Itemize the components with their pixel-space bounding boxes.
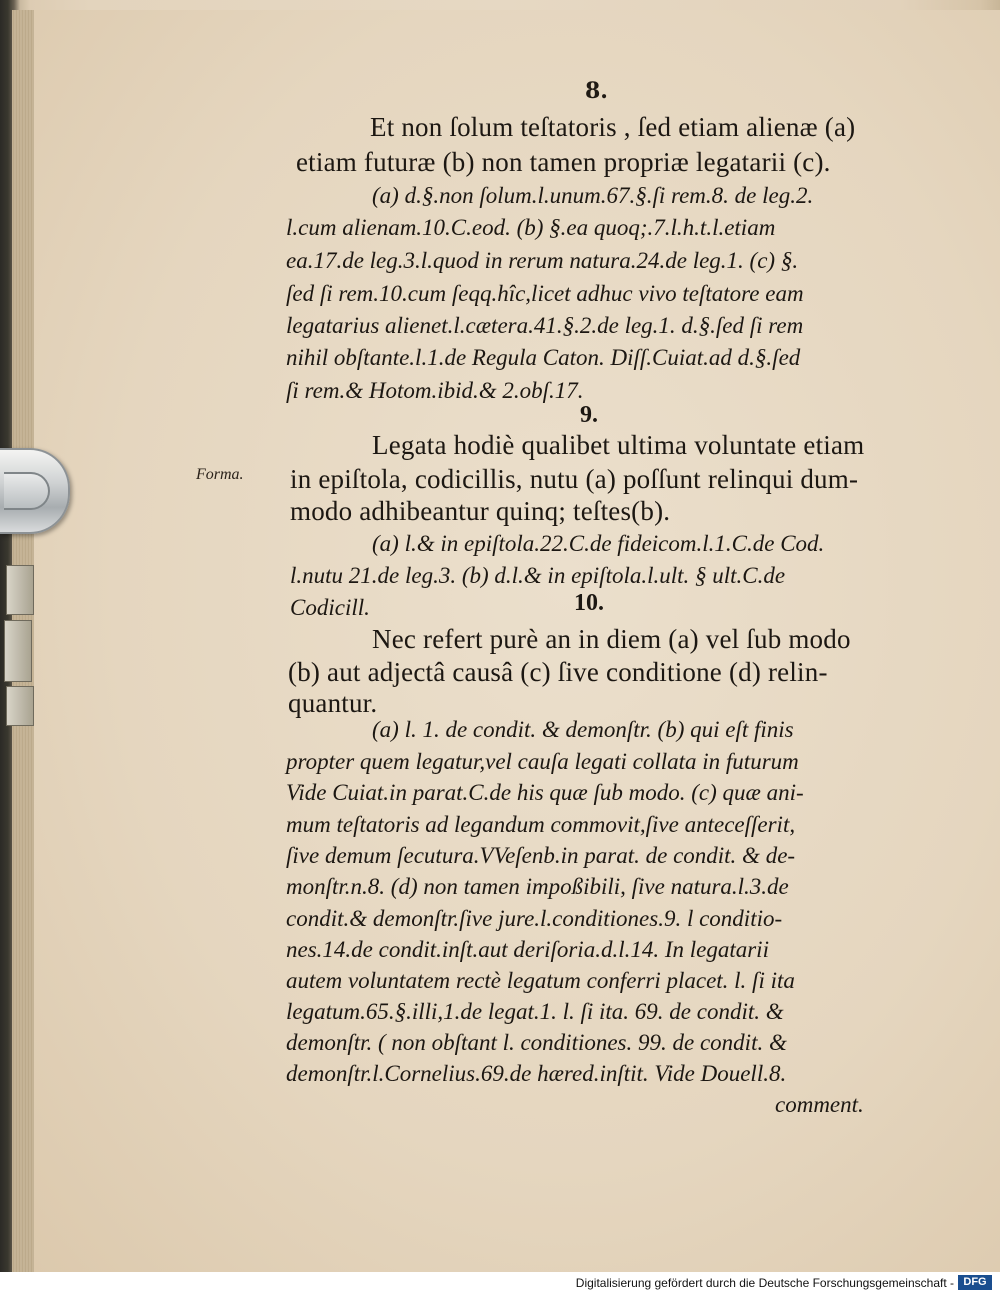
footnote-line: legatum.65.§.illi,1.de legat.1. l. ſi ita. 69. de condit. &: [286, 999, 784, 1024]
body-text-line: etiam futuræ (b) non tamen propriæ legatarii (c).: [296, 147, 831, 177]
body-text-line: Nec refert purè an in diem (a) vel ſub modo: [372, 624, 851, 654]
footnote-line: l.nutu 21.de leg.3. (b) d.l.& in epiſtola.l.ult. § ult.C.de: [290, 563, 786, 588]
body-text-line: (b) aut adjectâ causâ (c) ſive conditione (d) relin-: [288, 657, 828, 687]
page-tab: [4, 620, 32, 682]
footnote-line: comment.: [775, 1092, 864, 1117]
footnote-line: legatarius alienet.l.cætera.41.§.2.de leg.1. d.§.ſed ſi rem: [286, 313, 804, 338]
footnote-line: nes.14.de condit.inſt.aut deriſoria.d.l.14. In legatarii: [286, 937, 769, 962]
footnote-line: ſive demum ſecutura.VVeſenb.in parat. de condit. & de-: [286, 843, 796, 868]
footnote-line: Codicill.: [290, 595, 370, 620]
footnote-line: l.cum alienam.10.C.eod. (b) §.ea quoq;.7.l.h.t.l.etiam: [286, 215, 776, 240]
footer-credit: Digitalisierung gefördert durch die Deutsche Forschungsgemeinschaft -: [575, 1276, 954, 1290]
body-text-line: in epiſtola, codicillis, nutu (a) poſſunt relinqui dum-: [290, 464, 859, 494]
page-number: 8.: [585, 78, 608, 104]
section-number: 10.: [574, 590, 604, 616]
footnote-line: (a) l. 1. de condit. & demonſtr. (b) qui eſt finis: [372, 717, 794, 742]
page-tab: [6, 565, 34, 615]
footnote-line: (a) l.& in epiſtola.22.C.de fideicom.l.1.C.de Cod.: [372, 531, 825, 556]
footer-bar: [0, 1272, 1000, 1294]
body-text-line: Legata hodiè qualibet ultima voluntate etiam: [372, 430, 865, 460]
page-clip-loop: [4, 472, 50, 510]
body-text-line: Et non ſolum teſtatoris , ſed etiam alienæ (a): [370, 112, 856, 142]
footnote-line: autem voluntatem rectè legatum conferri placet. l. ſi ita: [286, 968, 795, 993]
footnote-line: propter quem legatur,vel cauſa legati collata in futurum: [286, 749, 799, 774]
body-text-line: quantur.: [288, 688, 378, 718]
section-number: 9.: [580, 402, 598, 428]
footnote-line: ea.17.de leg.3.l.quod in rerum natura.24.de leg.1. (c) §.: [286, 248, 799, 273]
footnote-line: monſtr.n.8. (d) non tamen impoßibili, ſive natura.l.3.de: [286, 874, 789, 899]
footnote-line: condit.& demonſtr.ſive jure.l.conditiones.9. l conditio-: [286, 906, 783, 931]
footnote-line: demonſtr.l.Cornelius.69.de hæred.inſtit. Vide Douell.8.: [286, 1061, 787, 1086]
footnote-line: (a) d.§.non ſolum.l.unum.67.§.ſi rem.8. de leg.2.: [372, 183, 814, 208]
dfg-logo: DFG: [958, 1275, 992, 1290]
footnote-line: ſi rem.& Hotom.ibid.& 2.obſ.17.: [286, 378, 584, 403]
footnote-line: mum teſtatoris ad legandum commovit,ſive anteceſſerit,: [286, 812, 796, 837]
footnote-line: demonſtr. ( non obſtant l. conditiones. 99. de condit. &: [286, 1030, 787, 1055]
footnote-line: Vide Cuiat.in parat.C.de his quæ ſub modo. (c) quæ ani-: [286, 780, 804, 805]
body-text-line: modo adhibeantur quinq; teſtes(b).: [290, 496, 671, 526]
margin-note: Forma.: [196, 466, 244, 483]
footnote-line: nihil obſtante.l.1.de Regula Caton. Diſſ.Cuiat.ad d.§.ſed: [286, 345, 801, 370]
footnote-line: ſed ſi rem.10.cum ſeqq.hîc,licet adhuc vivo teſtatore eam: [286, 281, 804, 306]
page-tab: [6, 686, 34, 726]
